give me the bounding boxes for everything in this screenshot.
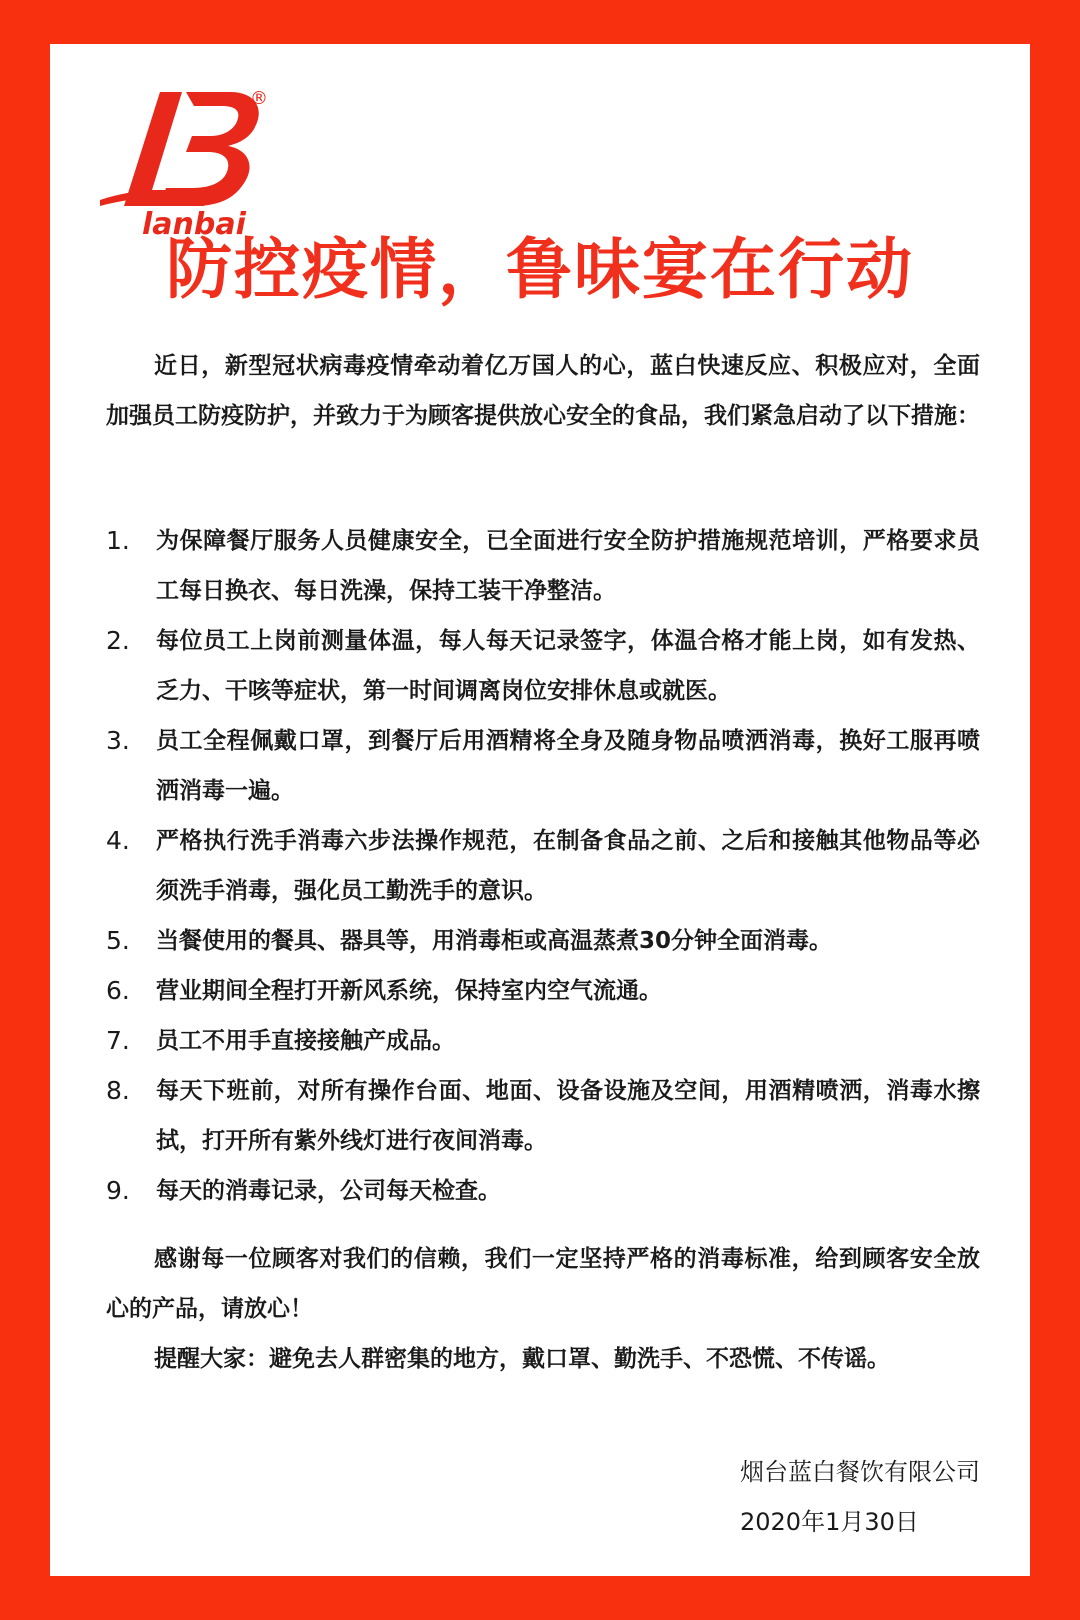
list-item-text: 严格执行洗手消毒六步法操作规范，在制备食品之前、之后和接触其他物品等必须洗手消毒，强化员工勤洗手的意识。 (156, 828, 980, 904)
list-item (106, 516, 980, 616)
intro-paragraph: 近日，新型冠状病毒疫情牵动着亿万国人的心，蓝白快速反应、积极应对，全面加强员工防疫防护，并致力于为顾客提供放心安全的食品，我们紧急启动了以下措施： (106, 353, 980, 429)
notice-paper (50, 44, 1030, 1576)
list-item-number: 9. (106, 1176, 130, 1205)
list-item-text: 为保障餐厅服务人员健康安全，已全面进行安全防护措施规范培训，严格要求员工每日换衣、每日洗澡，保持工装干净整洁。 (156, 528, 980, 604)
list-item-text: 员工全程佩戴口罩，到餐厅后用酒精将全身及随身物品喷洒消毒，换好工服再喷洒消毒一遍。 (156, 728, 980, 804)
list-item (106, 966, 980, 1016)
company-name: 烟台蓝白餐饮有限公司 (740, 1458, 980, 1486)
list-item-text: 营业期间全程打开新风系统，保持室内空气流通。 (156, 978, 662, 1004)
reminder-paragraph: 提醒大家：避免去人群密集的地方，戴口罩、勤洗手、不恐慌、不传谣。 (154, 1346, 890, 1372)
list-item-text: 每天的消毒记录，公司每天检查。 (156, 1178, 501, 1204)
logo-registered-mark: ® (250, 88, 268, 109)
list-item (106, 716, 980, 816)
list-item-number: 5. (106, 926, 130, 955)
list-item-number: 1. (106, 526, 130, 555)
list-item (106, 1166, 980, 1216)
list-item (106, 616, 980, 716)
measures-list (106, 516, 980, 1216)
closing-section (106, 1234, 980, 1384)
list-item-number: 2. (106, 626, 130, 655)
list-item-text: 每天下班前，对所有操作台面、地面、设备设施及空间，用酒精喷洒，消毒水擦拭，打开所有紫外线灯进行夜间消毒。 (156, 1078, 980, 1154)
list-item-number: 3. (106, 726, 130, 755)
list-item-text: 每位员工上岗前测量体温，每人每天记录签字，体温合格才能上岗，如有发热、乏力、干咳等症状，第一时间调离岗位安排休息或就医。 (156, 628, 980, 704)
page-title: 防控疫情，鲁味宴在行动 (166, 231, 914, 308)
list-item-text: 当餐使用的餐具、器具等，用消毒柜或高温蒸煮30分钟全面消毒。 (156, 928, 833, 954)
list-item (106, 1066, 980, 1166)
list-item-number: 7. (106, 1026, 130, 1055)
lanbai-logo (90, 82, 280, 242)
logo-wordmark: lanbai (142, 207, 246, 242)
intro-section (106, 341, 980, 441)
list-item-number: 6. (106, 976, 130, 1005)
list-item-number: 8. (106, 1076, 130, 1105)
list-item-number: 4. (106, 826, 130, 855)
thanks-paragraph: 感谢每一位顾客对我们的信赖，我们一定坚持严格的消毒标准，给到顾客安全放心的产品，请放心！ (106, 1246, 980, 1322)
list-item-text: 员工不用手直接接触产成品。 (156, 1028, 455, 1054)
issue-date: 2020年1月30日 (740, 1508, 919, 1536)
list-item (106, 816, 980, 916)
signature-block (740, 1447, 980, 1547)
list-item (106, 916, 980, 966)
list-item (106, 1016, 980, 1066)
